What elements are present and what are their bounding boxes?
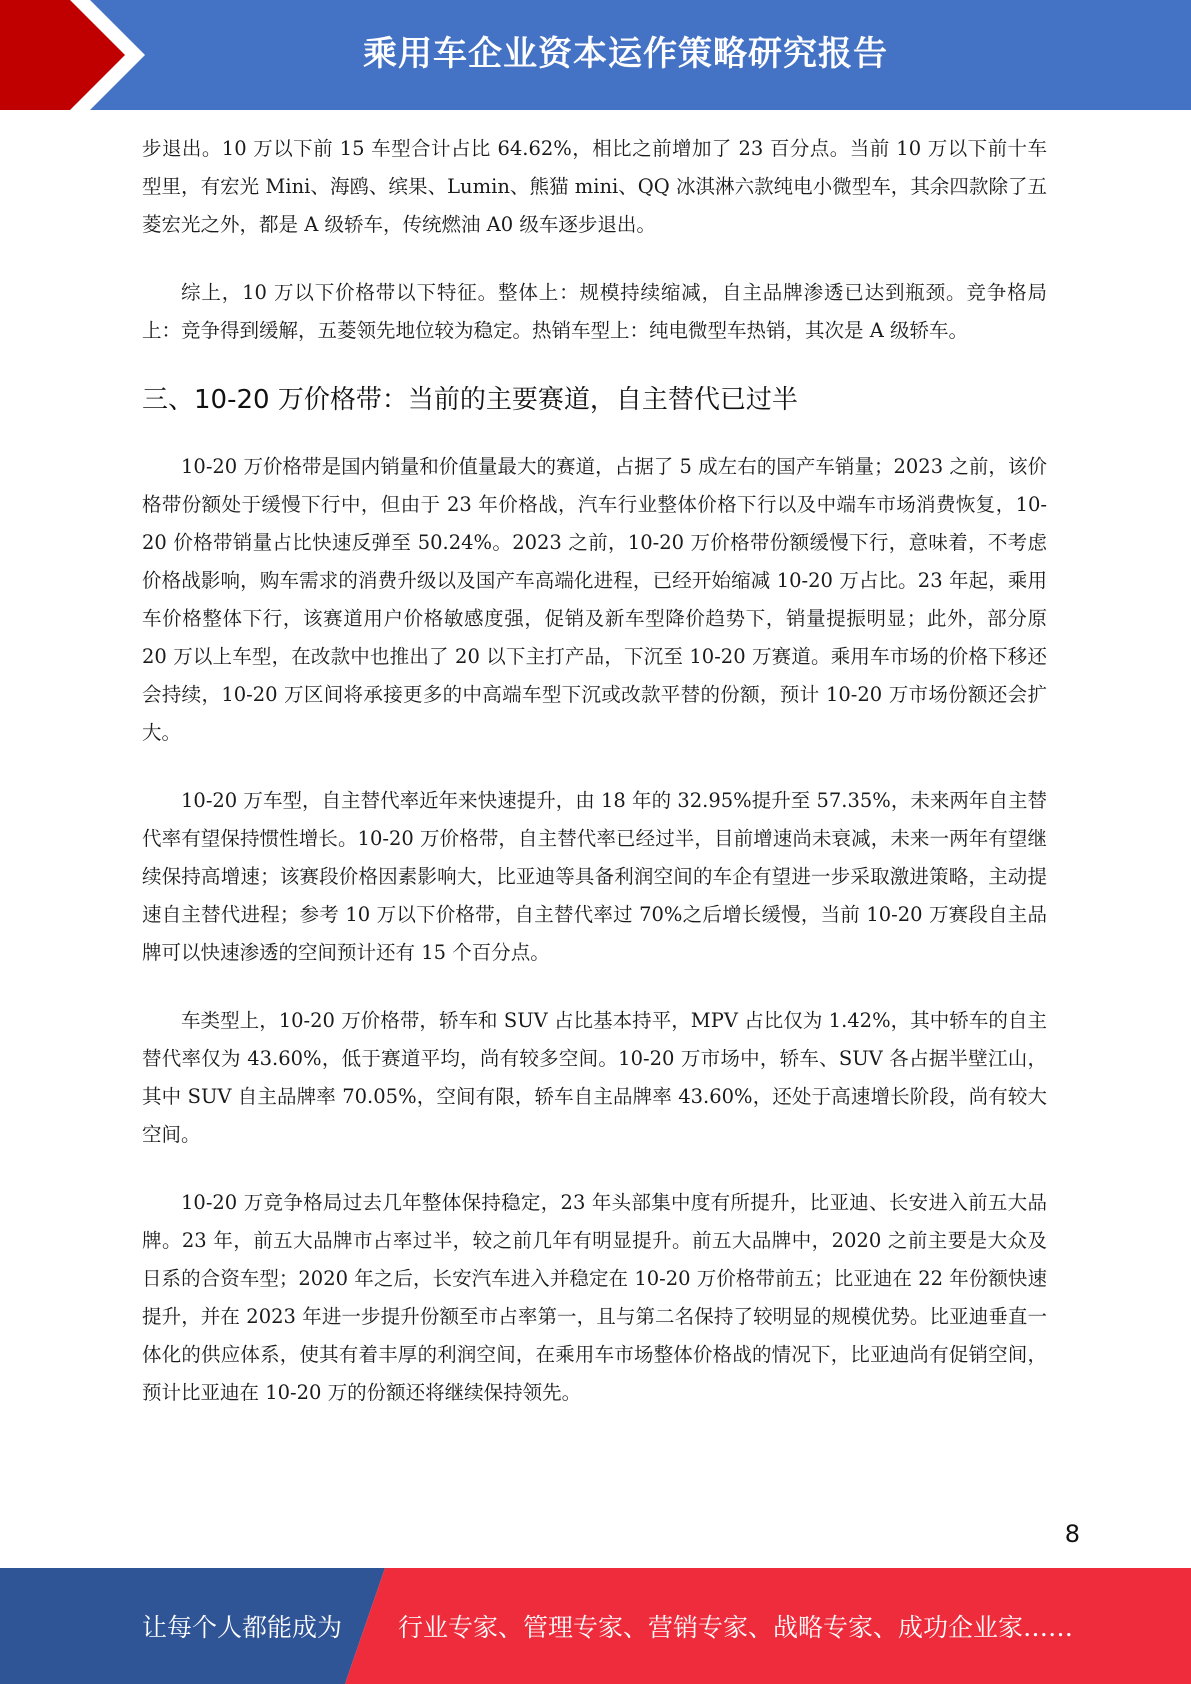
footer-slogan-right: 行业专家、管理专家、营销专家、战略专家、成功企业家…… xyxy=(398,1613,1074,1642)
report-title: 乘用车企业资本运作策略研究报告 xyxy=(363,34,888,74)
body-paragraph: 综上，10 万以下价格带以下特征。整体上：规模持续缩减，自主品牌渗透已达到瓶颈。竞争格局上：竞争得到缓解，五菱领先地位较为稳定。热销车型上：纯电微型车热销，其次是 A 级轿车。 xyxy=(142,281,1047,342)
page-header xyxy=(0,0,1191,110)
body-paragraph: 10-20 万价格带是国内销量和价值量最大的赛道，占据了 5 成左右的国产车销量；2023 之前，该价格带份额处于缓慢下行中，但由于 23 年价格战，汽车行业整体价格下行以及中端车市场消费恢复，10-20 价格带销量占比快速反弹至 50.24%。2023 之前，10-20 万价格带份额缓慢下行，意味着，不考虑价格战影响，购车需求的消费升级以及国产车高端化进程，已经开始缩减 10-20 万占比。23 年起，乘用车价格整体下行，该赛道用户价格敏感度强，促销及新车型降价趋势下，销量提振明显；此外，部分原 20 万以上车型，在改款中也推出了 20 以下主打产品，下沉至 10-20 万赛道。乘用车市场的价格下移还会持续，10-20 万区间将承接更多的中高端车型下沉或改款平替的份额，预计 10-20 万市场份额还会扩大。 xyxy=(142,455,1047,744)
page-footer xyxy=(0,1568,1191,1684)
document-body xyxy=(142,130,1047,1442)
page-number: 8 xyxy=(1064,1520,1080,1548)
body-paragraph: 步退出。10 万以下前 15 车型合计占比 64.62%，相比之前增加了 23 百分点。当前 10 万以下前十车型里，有宏光 Mini、海鸥、缤果、Lumin、熊猫 mini、QQ 冰淇淋六款纯电小微型车，其余四款除了五菱宏光之外，都是 A 级轿车，传统燃油 A0 级车逐步退出。 xyxy=(142,137,1047,236)
footer-slogan-left: 让每个人都能成为 xyxy=(142,1613,343,1642)
body-paragraph: 车类型上，10-20 万价格带，轿车和 SUV 占比基本持平，MPV 占比仅为 1.42%，其中轿车的自主替代率仅为 43.60%，低于赛道平均，尚有较多空间。10-20 万市场中，轿车、SUV 各占据半壁江山，其中 SUV 自主品牌率 70.05%，空间有限，轿车自主品牌率 43.60%，还处于高速增长阶段，尚有较大空间。 xyxy=(142,1009,1047,1146)
body-paragraph: 10-20 万车型，自主替代率近年来快速提升，由 18 年的 32.95%提升至 57.35%，未来两年自主替代率有望保持惯性增长。10-20 万价格带，自主替代率已经过半，目前增速尚未衰减，未来一两年有望继续保持高增速；该赛段价格因素影响大，比亚迪等具备利润空间的车企有望进一步采取激进策略，主动提速自主替代进程；参考 10 万以下价格带，自主替代率过 70%之后增长缓慢，当前 10-20 万赛段自主品牌可以快速渗透的空间预计还有 15 个百分点。 xyxy=(142,789,1047,964)
body-paragraph: 10-20 万竞争格局过去几年整体保持稳定，23 年头部集中度有所提升，比亚迪、长安进入前五大品牌。23 年，前五大品牌市占率过半，较之前几年有明显提升。前五大品牌中，2020 之前主要是大众及日系的合资车型；2020 年之后，长安汽车进入并稳定在 10-20 万价格带前五；比亚迪在 22 年份额快速提升，并在 2023 年进一步提升份额至市占率第一，且与第二名保持了较明显的规模优势。比亚迪垂直一体化的供应体系，使其有着丰厚的利润空间，在乘用车市场整体价格战的情况下，比亚迪尚有促销空间，预计比亚迪在 10-20 万的份额还将继续保持领先。 xyxy=(142,1191,1047,1404)
section-heading: 三、10-20 万价格带：当前的主要赛道，自主替代已过半 xyxy=(142,385,798,415)
